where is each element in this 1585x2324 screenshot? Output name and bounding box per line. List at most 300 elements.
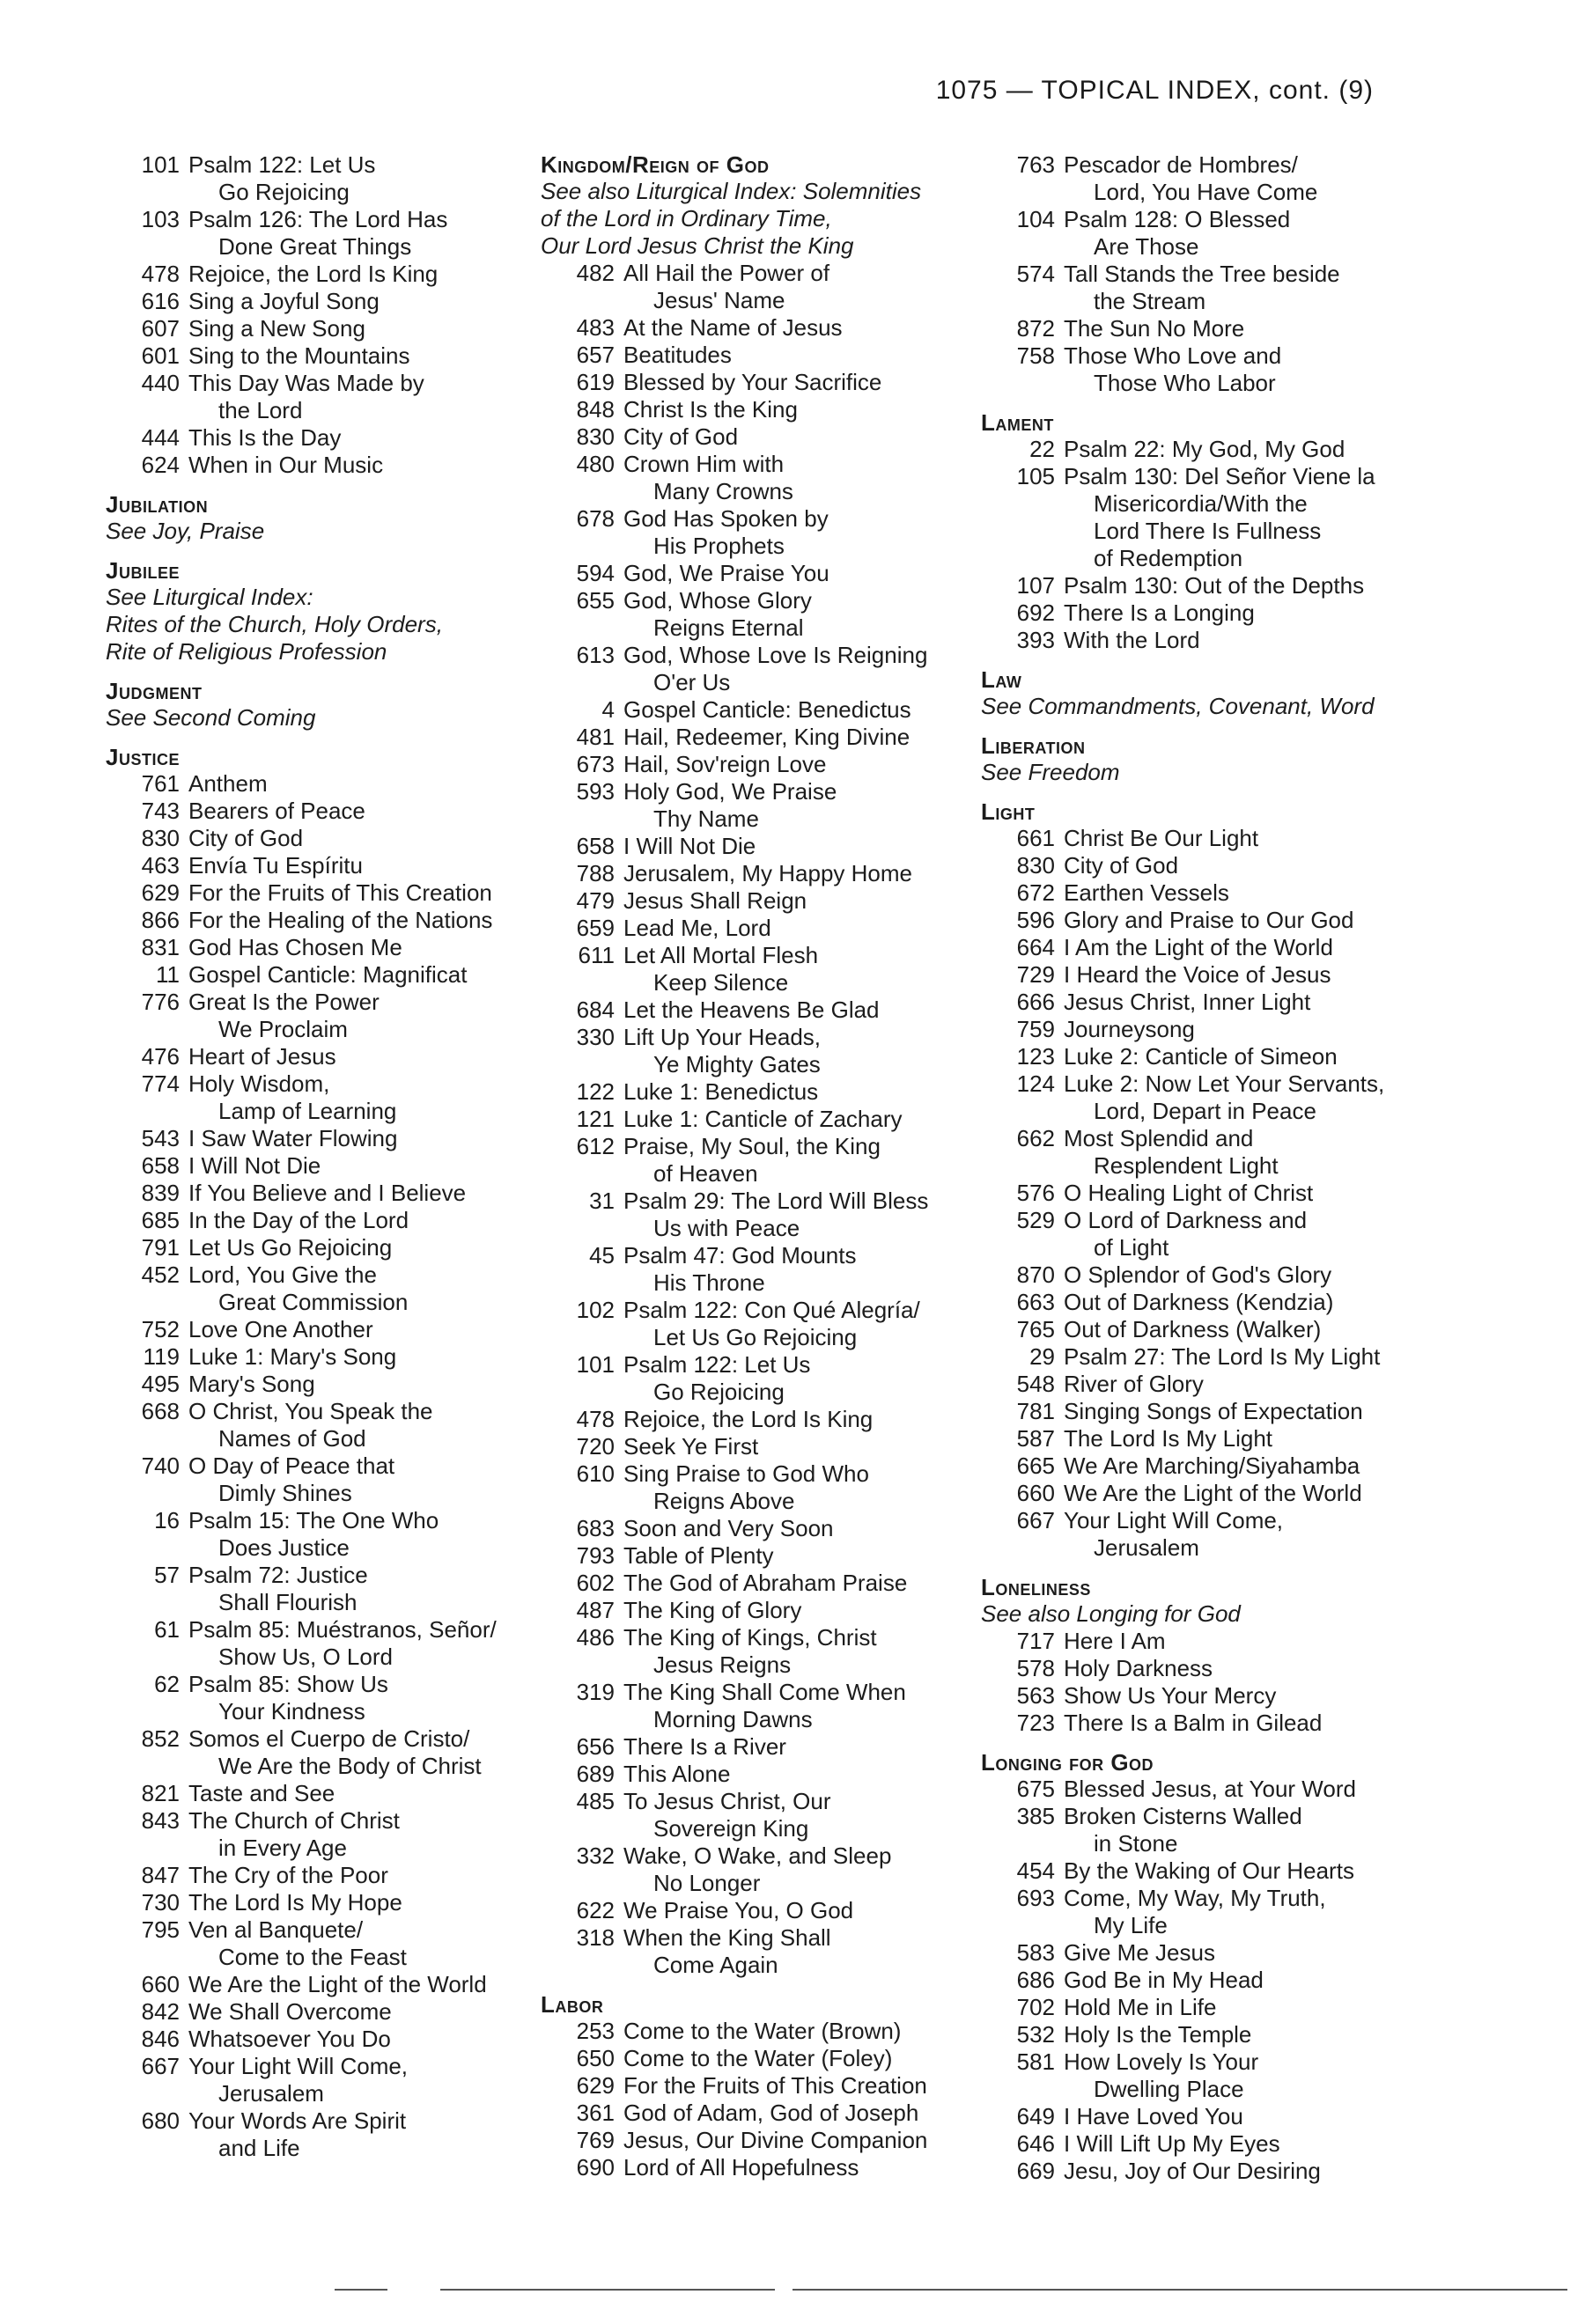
hymn-title: [188, 1070, 528, 1125]
hymn-title: [1064, 1857, 1421, 1885]
hymn-number: 656: [576, 1733, 615, 1760]
entry-list: [997, 151, 1421, 397]
title-line: Lead Me, Lord: [623, 915, 771, 941]
hymn-number: 16: [154, 1507, 180, 1533]
hymn-title: [188, 2053, 528, 2107]
index-entry: [557, 1624, 962, 1679]
title-continuation: Your Kindness: [218, 1698, 365, 1725]
title-line: Psalm 122: Let Us: [188, 151, 376, 178]
hymn-title: [188, 1398, 528, 1452]
hymn-number: 690: [576, 2154, 615, 2181]
title-line: City of God: [1064, 852, 1179, 879]
section-heading: Light: [981, 798, 1036, 825]
title-line: Psalm 29: The Lord Will Bless: [623, 1188, 929, 1214]
hymn-title: [1064, 1398, 1421, 1425]
hymn-number: 680: [141, 2107, 180, 2134]
hymn-title: [623, 2100, 962, 2127]
title-line: Psalm 85: Muéstranos, Señor/: [188, 1616, 497, 1643]
hymn-number: 702: [1016, 1994, 1055, 2020]
hymn-title: [623, 342, 962, 369]
hymn-number: 101: [576, 1351, 615, 1378]
title-line: Luke 2: Canticle of Simeon: [1064, 1043, 1338, 1070]
title-line: Great Is the Power: [188, 989, 380, 1015]
hymn-title: [1064, 1682, 1421, 1710]
title-line: The King Shall Come When: [623, 1679, 906, 1705]
title-line: The God of Abraham Praise: [623, 1570, 908, 1596]
hymn-number: 839: [141, 1180, 180, 1206]
cross-reference-note: See Commandments, Covenant, Word: [981, 693, 1375, 719]
title-line: The Church of Christ: [188, 1807, 400, 1834]
index-entry: [557, 369, 962, 396]
index-entry: [122, 288, 528, 315]
title-line: Psalm 126: The Lord Has: [188, 206, 448, 232]
index-entry: [997, 1967, 1421, 1994]
hymn-number: 318: [576, 1924, 615, 1951]
hymn-title: [1064, 1480, 1421, 1507]
index-entry: [557, 724, 962, 751]
hymn-title: [188, 989, 528, 1043]
hymn-number: 532: [1016, 2021, 1055, 2048]
title-line: There Is a Longing: [1064, 599, 1255, 626]
cross-reference-note: Rite of Religious Profession: [106, 638, 387, 665]
index-entry: [557, 1924, 962, 1979]
hymn-number: 529: [1016, 1207, 1055, 1233]
index-entry: [557, 997, 962, 1024]
hymn-title: [1064, 2130, 1421, 2158]
index-entry: [557, 423, 962, 451]
title-continuation: the Stream: [1094, 288, 1206, 314]
hymn-title: [1064, 852, 1421, 879]
title-line: Show Us Your Mercy: [1064, 1682, 1277, 1709]
hymn-title: [623, 997, 962, 1024]
title-line: In the Day of the Lord: [188, 1207, 409, 1233]
entry-list: [122, 151, 528, 479]
title-line: Gospel Canticle: Benedictus: [623, 696, 911, 723]
title-line: Your Words Are Spirit: [188, 2107, 407, 2134]
hymn-title: [623, 1433, 962, 1460]
title-line: The King of Kings, Christ: [623, 1624, 877, 1651]
index-entry: [557, 260, 962, 314]
index-entry: [557, 1351, 962, 1406]
hymn-number: 658: [141, 1152, 180, 1179]
entry-list: [122, 770, 528, 2162]
title-line: God Be in My Head: [1064, 1967, 1264, 1993]
index-column-3: [981, 151, 1421, 2185]
title-line: City of God: [623, 423, 739, 450]
title-line: We Are the Light of the World: [1064, 1480, 1362, 1506]
index-entry: [122, 315, 528, 342]
hymn-title: [1064, 315, 1421, 342]
index-entry: [997, 2021, 1421, 2048]
index-entry: [997, 1207, 1421, 1261]
index-entry: [997, 1070, 1421, 1125]
hymn-number: 650: [576, 2045, 615, 2071]
section-heading: Justice: [106, 744, 180, 770]
hymn-title: [623, 1515, 962, 1542]
hymn-title: [623, 1842, 962, 1897]
hymn-number: 578: [1016, 1655, 1055, 1681]
index-entry: [557, 1133, 962, 1188]
index-section: [981, 798, 1421, 1562]
hymn-title: [1064, 1710, 1421, 1737]
title-continuation: Jesus' Name: [653, 287, 785, 313]
index-section: [981, 151, 1421, 397]
hymn-title: [188, 370, 528, 424]
hymn-title: [188, 1507, 528, 1562]
hymn-number: 821: [141, 1780, 180, 1806]
index-entry: [997, 1885, 1421, 1939]
hymn-title: [623, 396, 962, 423]
hymn-title: [188, 288, 528, 315]
hymn-number: 629: [141, 879, 180, 906]
hymn-number: 619: [576, 369, 615, 395]
index-entry: [557, 1078, 962, 1106]
title-line: I Will Not Die: [623, 833, 756, 859]
hymn-title: [188, 1234, 528, 1261]
hymn-number: 543: [141, 1125, 180, 1151]
index-entry: [997, 1261, 1421, 1289]
index-entry: [997, 852, 1421, 879]
index-entry: [122, 1152, 528, 1180]
hymn-title: [1064, 627, 1421, 654]
hymn-number: 830: [1016, 852, 1055, 879]
title-continuation: Dwelling Place: [1094, 2076, 1244, 2102]
title-line: I Will Lift Up My Eyes: [1064, 2130, 1280, 2157]
index-entry: [557, 778, 962, 833]
hymn-number: 830: [141, 825, 180, 851]
hymn-number: 769: [576, 2127, 615, 2153]
index-entry: [122, 879, 528, 907]
hymn-number: 662: [1016, 1125, 1055, 1151]
title-line: We Praise You, O God: [623, 1897, 854, 1923]
hymn-number: 752: [141, 1316, 180, 1342]
index-entry: [997, 2158, 1421, 2185]
title-line: Your Light Will Come,: [188, 2053, 409, 2079]
index-section: [981, 1749, 1421, 2185]
title-continuation: Keep Silence: [653, 969, 789, 996]
title-line: For the Healing of the Nations: [188, 907, 493, 933]
title-line: Out of Darkness (Kendzia): [1064, 1289, 1334, 1315]
title-line: Psalm 122: Let Us: [623, 1351, 811, 1378]
index-entry: [122, 1371, 528, 1398]
hymn-number: 723: [1016, 1710, 1055, 1736]
hymn-title: [188, 1343, 528, 1371]
hymn-number: 848: [576, 396, 615, 423]
hymn-title: [623, 1542, 962, 1570]
hymn-number: 830: [576, 423, 615, 450]
title-line: Most Splendid and: [1064, 1125, 1254, 1151]
index-entry: [997, 1939, 1421, 1967]
index-entry: [557, 915, 962, 942]
hymn-number: 693: [1016, 1885, 1055, 1911]
index-entry: [997, 436, 1421, 463]
title-line: If You Believe and I Believe: [188, 1180, 467, 1206]
hymn-number: 440: [141, 370, 180, 396]
hymn-title: [623, 887, 962, 915]
cross-reference-note: of the Lord in Ordinary Time,: [541, 205, 832, 232]
title-line: To Jesus Christ, Our: [623, 1788, 831, 1814]
hymn-title: [1064, 1655, 1421, 1682]
hymn-number: 332: [576, 1842, 615, 1869]
index-section: [541, 1991, 962, 2181]
index-entry: [557, 1297, 962, 1351]
hymn-number: 655: [576, 587, 615, 614]
hymn-number: 717: [1016, 1628, 1055, 1654]
hymn-number: 574: [1016, 261, 1055, 287]
title-line: Christ Is the King: [623, 396, 798, 423]
index-entry: [997, 463, 1421, 572]
title-line: Jesus, Our Divine Companion: [623, 2127, 928, 2153]
index-column-1: [106, 151, 528, 2162]
index-entry: [997, 989, 1421, 1016]
index-entry: [557, 587, 962, 642]
title-line: Holy Wisdom,: [188, 1070, 330, 1097]
index-entry: [997, 1857, 1421, 1885]
hymn-number: 594: [576, 560, 615, 586]
index-entry: [997, 934, 1421, 961]
section-heading: Judgment: [106, 678, 203, 704]
hymn-title: [1064, 2021, 1421, 2048]
title-line: Whatsoever You Do: [188, 2026, 391, 2052]
hymn-number: 613: [576, 642, 615, 668]
hymn-title: [188, 961, 528, 989]
index-entry: [122, 961, 528, 989]
title-continuation: Ye Mighty Gates: [653, 1051, 821, 1077]
page-header: 1075 — TOPICAL INDEX, cont. (9): [935, 76, 1374, 105]
index-entry: [122, 2026, 528, 2053]
title-continuation: Those Who Labor: [1094, 370, 1276, 396]
title-line: Come, My Way, My Truth,: [1064, 1885, 1326, 1911]
index-entry: [997, 1043, 1421, 1070]
hymn-title: [188, 424, 528, 452]
hymn-number: 657: [576, 342, 615, 368]
hymn-number: 495: [141, 1371, 180, 1397]
hymn-number: 675: [1016, 1776, 1055, 1802]
cross-reference-note: See also Liturgical Index: Solemnities: [541, 178, 922, 204]
title-continuation: Sovereign King: [653, 1815, 809, 1842]
title-continuation: Come Again: [653, 1952, 778, 1978]
index-entry: [557, 1242, 962, 1297]
index-entry: [997, 1994, 1421, 2021]
hymn-title: [188, 825, 528, 852]
hymn-title: [1064, 1125, 1421, 1180]
title-line: Heart of Jesus: [188, 1043, 336, 1070]
title-line: The King of Glory: [623, 1597, 802, 1623]
title-line: Hail, Redeemer, King Divine: [623, 724, 910, 750]
title-line: This Day Was Made by: [188, 370, 424, 396]
hymn-title: [623, 751, 962, 778]
index-entry: [997, 599, 1421, 627]
index-entry: [997, 2048, 1421, 2103]
title-line: Christ Be Our Light: [1064, 825, 1259, 851]
hymn-title: [188, 1916, 528, 1971]
hymn-title: [623, 642, 962, 696]
hymn-number: 658: [576, 833, 615, 859]
index-entry: [557, 396, 962, 423]
hymn-number: 870: [1016, 1261, 1055, 1288]
hymn-title: [623, 2154, 962, 2181]
title-line: Holy Darkness: [1064, 1655, 1213, 1681]
hymn-number: 607: [141, 315, 180, 342]
title-continuation: Shall Flourish: [218, 1589, 358, 1615]
title-continuation: Lord There Is Fullness: [1094, 518, 1322, 544]
hymn-number: 123: [1016, 1043, 1055, 1070]
title-line: By the Waking of Our Hearts: [1064, 1857, 1354, 1884]
title-line: We Are Marching/Siyahamba: [1064, 1452, 1360, 1479]
hymn-number: 612: [576, 1133, 615, 1159]
index-entry: [557, 860, 962, 887]
hymn-title: [623, 1761, 962, 1788]
index-section: [106, 744, 528, 2162]
hymn-title: [623, 1242, 962, 1297]
hymn-title: [188, 1862, 528, 1889]
cross-reference-note: See Second Coming: [106, 704, 316, 731]
hymn-number: 102: [576, 1297, 615, 1323]
hymn-title: [188, 934, 528, 961]
index-section: [981, 409, 1421, 654]
title-line: Rejoice, the Lord Is King: [623, 1406, 874, 1432]
cross-reference-note: See Liturgical Index:: [106, 584, 313, 610]
hymn-title: [188, 852, 528, 879]
title-line: Envía Tu Espíritu: [188, 852, 363, 879]
hymn-number: 660: [1016, 1480, 1055, 1506]
title-line: Come to the Water (Brown): [623, 2018, 902, 2044]
hymn-title: [1064, 825, 1421, 852]
hymn-title: [1064, 1207, 1421, 1261]
index-entry: [997, 2103, 1421, 2130]
hymn-title: [1064, 1261, 1421, 1289]
title-line: Here I Am: [1064, 1628, 1166, 1654]
hymn-title: [1064, 261, 1421, 315]
hymn-number: 791: [141, 1234, 180, 1261]
hymn-number: 673: [576, 751, 615, 777]
title-line: Psalm 47: God Mounts: [623, 1242, 857, 1269]
title-line: Luke 1: Benedictus: [623, 1078, 819, 1105]
title-line: Lord of All Hopefulness: [623, 2154, 859, 2181]
hymn-number: 563: [1016, 1682, 1055, 1709]
title-line: The Sun No More: [1064, 315, 1245, 342]
title-continuation: the Lord: [218, 397, 303, 423]
title-line: Holy Is the Temple: [1064, 2021, 1252, 2048]
hymn-number: 758: [1016, 342, 1055, 369]
hymn-number: 22: [1029, 436, 1055, 462]
hymn-number: 444: [141, 424, 180, 451]
title-line: Taste and See: [188, 1780, 335, 1806]
title-line: Blessed Jesus, at Your Word: [1064, 1776, 1356, 1802]
hymn-number: 587: [1016, 1425, 1055, 1452]
title-continuation: His Throne: [653, 1269, 765, 1296]
title-line: I Am the Light of the World: [1064, 934, 1333, 960]
title-line: Anthem: [188, 770, 268, 797]
title-continuation: Go Rejoicing: [218, 179, 350, 205]
index-entry: [122, 1207, 528, 1234]
title-line: When in Our Music: [188, 452, 384, 478]
hymn-title: [188, 1152, 528, 1180]
index-entry: [997, 825, 1421, 852]
title-line: Lord, You Give the: [188, 1261, 377, 1288]
index-entry: [122, 1043, 528, 1070]
index-entry: [122, 2107, 528, 2162]
title-continuation: Lord, You Have Come: [1094, 179, 1318, 205]
title-line: Psalm 128: O Blessed: [1064, 206, 1291, 232]
index-entry: [997, 1398, 1421, 1425]
hymn-title: [623, 1133, 962, 1188]
title-continuation: of Light: [1094, 1234, 1169, 1261]
hymn-title: [188, 1207, 528, 1234]
hymn-number: 774: [141, 1070, 180, 1097]
hymn-title: [1064, 961, 1421, 989]
title-line: Out of Darkness (Walker): [1064, 1316, 1322, 1342]
hymn-title: [623, 1188, 962, 1242]
index-entry: [122, 1070, 528, 1125]
index-entry: [557, 1788, 962, 1842]
hymn-number: 452: [141, 1261, 180, 1288]
title-line: God, We Praise You: [623, 560, 829, 586]
index-entry: [122, 1971, 528, 1998]
title-line: Bearers of Peace: [188, 798, 365, 824]
title-line: Love One Another: [188, 1316, 373, 1342]
hymn-number: 730: [141, 1889, 180, 1916]
title-line: Jerusalem, My Happy Home: [623, 860, 912, 886]
title-line: How Lovely Is Your: [1064, 2048, 1259, 2075]
hymn-number: 660: [141, 1971, 180, 1997]
index-entry: [997, 1452, 1421, 1480]
title-continuation: Done Great Things: [218, 233, 412, 260]
title-line: Psalm 130: Del Señor Viene la: [1064, 463, 1375, 489]
index-entry: [122, 825, 528, 852]
hymn-title: [623, 2072, 962, 2100]
section-heading: Loneliness: [981, 1574, 1091, 1600]
hymn-title: [623, 1897, 962, 1924]
section-heading: Lament: [981, 409, 1054, 436]
entry-list: [997, 1628, 1421, 1737]
index-entry: [122, 1507, 528, 1562]
index-section: [106, 678, 528, 732]
cross-reference-note: Our Lord Jesus Christ the King: [541, 232, 854, 259]
title-continuation: O'er Us: [653, 669, 731, 695]
hymn-title: [1064, 1289, 1421, 1316]
hymn-title: [623, 2045, 962, 2072]
index-entry: [997, 261, 1421, 315]
index-entry: [997, 206, 1421, 261]
hymn-title: [1064, 1939, 1421, 1967]
hymn-number: 62: [154, 1671, 180, 1697]
hymn-title: [1064, 2103, 1421, 2130]
title-line: The Lord Is My Light: [1064, 1425, 1272, 1452]
hymn-number: 4: [601, 696, 615, 723]
title-line: Psalm 15: The One Who: [188, 1507, 439, 1533]
hymn-title: [1064, 1452, 1421, 1480]
index-section: [106, 151, 528, 479]
hymn-number: 866: [141, 907, 180, 933]
title-line: God Has Spoken by: [623, 505, 829, 532]
title-continuation: Lord, Depart in Peace: [1094, 1098, 1316, 1124]
hymn-number: 842: [141, 1998, 180, 2025]
hymn-number: 611: [578, 942, 615, 968]
index-entry: [557, 1597, 962, 1624]
entry-list: [997, 436, 1421, 654]
hymn-title: [188, 1807, 528, 1862]
hymn-title: [623, 1733, 962, 1761]
title-continuation: Let Us Go Rejoicing: [653, 1324, 858, 1350]
index-entry: [122, 1889, 528, 1916]
hymn-number: 478: [576, 1406, 615, 1432]
hymn-number: 761: [141, 770, 180, 797]
title-line: There Is a Balm in Gilead: [1064, 1710, 1323, 1736]
index-entry: [557, 1460, 962, 1515]
hymn-title: [623, 1624, 962, 1679]
hymn-number: 57: [154, 1562, 180, 1588]
